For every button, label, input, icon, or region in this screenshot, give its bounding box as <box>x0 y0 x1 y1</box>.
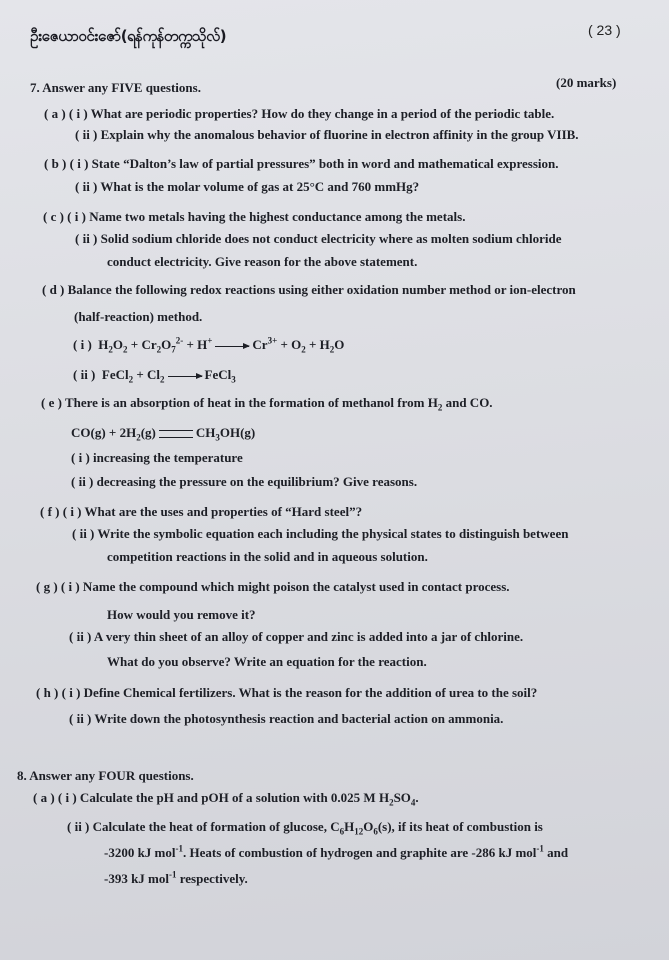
q7-heading: 7. Answer any FIVE questions. <box>30 80 201 95</box>
q7-f-ii-cont: competition reactions in the solid and in aqueous solution. <box>107 549 428 564</box>
q8-a-i: ( a ) ( i ) Calculate the pH and pOH of a solution with 0.025 M $H_2SO_4$. <box>33 790 419 808</box>
q7-c-ii: ( ii ) Solid sodium chloride does not conduct electricity where as molten sodium chloride <box>75 231 562 246</box>
page-number: ( 23 ) <box>588 22 621 38</box>
q7-g-i-cont: How would you remove it? <box>107 607 256 622</box>
q7-g-ii-cont: What do you observe? Write an equation for the reaction. <box>107 654 427 669</box>
q7-e-equation: $CO(g) + 2H_2(g)$ $CH_3OH(g)$ <box>71 425 256 443</box>
q7-e-text: ( e ) There is an absorption of heat in the formation of methanol from H <box>41 395 438 410</box>
q7-d-ii-label: ( ii ) <box>73 367 96 382</box>
q8-a-ii: ( ii ) Calculate the heat of formation of glucose, $C_6H_{12}O_6(s)$, if its heat of combustion is <box>67 819 543 837</box>
q7-a-ii: ( ii ) Explain why the anomalous behavior of fluorine in electron affinity in the group VIIB. <box>75 127 579 142</box>
q7-c-i: ( c ) ( i ) Name two metals having the highest conductance among the metals. <box>43 209 466 224</box>
reaction-arrow-icon <box>168 376 202 377</box>
q8-a-ii-cont1b: . Heats of combustion of hydrogen and graphite are -286 kJ mol <box>183 845 537 860</box>
q7-g-ii: ( ii ) A very thin sheet of an alloy of copper and zinc is added into a jar of chlorine. <box>69 629 524 644</box>
equilibrium-arrow-icon <box>159 430 193 438</box>
q8-a-ii-tail: (s), if its heat of combustion is <box>377 819 543 834</box>
q7-e-tail: and CO. <box>442 395 493 410</box>
q7-c-ii-cont: conduct electricity. Give reason for the above statement. <box>107 254 418 269</box>
q7-h-i: ( h ) ( i ) Define Chemical fertilizers. What is the reason for the addition of urea to the soil? <box>36 685 538 700</box>
q8-a-ii-cont2: -393 kJ mol$^{-1}$ respectively. <box>104 869 248 886</box>
q7-e-ii: ( ii ) decreasing the pressure on the equilibrium? Give reasons. <box>71 474 418 489</box>
q7-a-i: ( a ) ( i ) What are periodic properties? How do they change in a period of the periodic table. <box>44 106 555 121</box>
q7-f-i: ( f ) ( i ) What are the uses and properties of “Hard steel”? <box>40 504 363 519</box>
q7-b-i: ( b ) ( i ) State “Dalton’s law of partial pressures” both in word and mathematical expression. <box>44 156 559 171</box>
q8-a-i-text: ( a ) ( i ) Calculate the pH and pOH of a solution with 0.025 M H <box>33 790 390 805</box>
q7-h-ii: ( ii ) Write down the photosynthesis reaction and bacterial action on ammonia. <box>69 711 504 726</box>
reaction-arrow-icon <box>215 346 249 347</box>
q7-f-ii: ( ii ) Write the symbolic equation each including the physical states to distinguish between <box>72 526 569 541</box>
q8-a-ii-cont1a: -3200 kJ mol <box>104 845 176 860</box>
q7-d-cont: (half-reaction) method. <box>74 309 203 324</box>
q7-g-i: ( g ) ( i ) Name the compound which might poison the catalyst used in contact process. <box>36 579 510 594</box>
q7-d-ii-equation: ( ii ) FeCl$_2$ + $Cl_2$ FeCl$_3$ <box>73 367 236 385</box>
header-title: ဦးဇေယာဝင်းဇော်(ရန်ကုန်တက္ကသိုလ်) <box>30 27 227 45</box>
q7-d-i-label: ( i ) <box>73 337 92 352</box>
q8-heading: 8. Answer any FOUR questions. <box>17 768 194 783</box>
q7-b-ii: ( ii ) What is the molar volume of gas at 25°C and 760 mmHg? <box>75 179 420 194</box>
q8-a-ii-text: ( ii ) Calculate the heat of formation of glucose, C <box>67 819 340 834</box>
q7-marks: (20 marks) <box>556 75 617 90</box>
q8-a-ii-cont1c: and <box>543 845 569 860</box>
q7-e-i: ( i ) increasing the temperature <box>71 450 243 465</box>
q8-a-ii-cont1: -3200 kJ mol$^{-1}$. Heats of combustion of hydrogen and graphite are -286 kJ mol$^{-1}$ and <box>104 843 569 860</box>
q8-a-ii-cont2b: respectively. <box>176 871 248 886</box>
q8-a-ii-cont2a: -393 kJ mol <box>104 871 169 886</box>
q7-d-i-equation: ( i ) $H_2O_2 + Cr_2O_7^{2-} + H^+$ $Cr^{3+} + O_2 + H_2O$ <box>73 335 345 355</box>
q7-d: ( d ) Balance the following redox reactions using either oxidation number method or ion-electron <box>42 282 576 297</box>
q7-e: ( e ) There is an absorption of heat in the formation of methanol from $H_2$ and CO. <box>41 395 493 413</box>
